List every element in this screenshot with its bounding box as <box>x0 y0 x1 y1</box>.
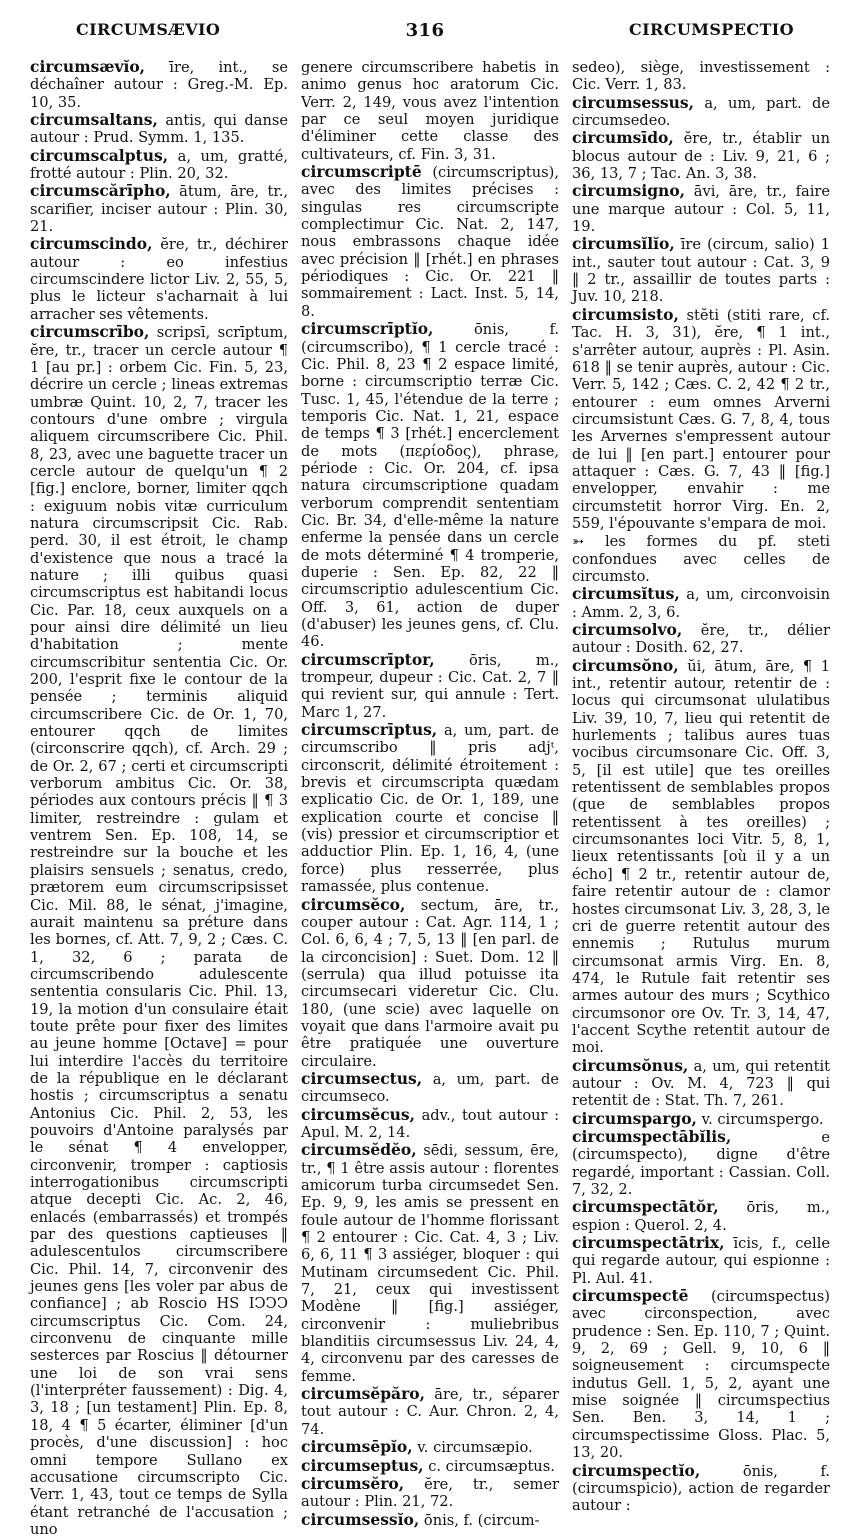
entry-headword: circumsĭlĭo, <box>572 234 675 254</box>
entry-text: ōris, m., espion : Querol. 2, 4. <box>572 1199 830 1234</box>
entry-text: īcis, f., celle qui regarde autour, qui espionne : Pl. Aul. 41. <box>572 1235 830 1287</box>
dictionary-entry <box>301 1438 559 1456</box>
entry-text: a, um, gratté, frotté autour : Plin. 20, 32. <box>30 147 288 183</box>
entry-headword: circumsævĭo, <box>30 57 146 76</box>
dictionary-entry <box>572 1128 830 1198</box>
entry-text: sedeo), siège, investissement : Cic. Verr. 1, 83. <box>572 59 830 94</box>
dictionary-entry <box>572 306 830 532</box>
entry-text: antis, qui danse autour : Prud. Symm. 1, 135. <box>30 112 288 147</box>
entry-text: scripsī, scrīptum, ĕre, tr., tracer un cercle autour ¶ 1 [au pr.] : orbem Cic. Fin. 5, 23, décrire un cercle ; lineas extremas umbræ Quint. 10, 2, 7, tracer les contours d'une ombre ; virgula aliquem circumscribere Cic. Phil. 8, 23, avec une baguette tracer un cercle autour de quelqu'un ¶ 2 [fig.] enclore, borner, limiter qqch : exiguum nobis vitæ curriculum natura circumscripsit Cic. Rab. perd. 30, il est étroit, le champ d'existence que nous a tracé la nature ; illi quibus quasi circumscriptus est habitandi locus Cic. Par. 18, ceux auxquels on a pour ainsi dire délimité un lieu d'habitation ; mente circumscribitur sententia Cic. Or. 200, l'esprit fixe le contour de la pensée ; terminis aliquid circumscribere Cic. de Or. 1, 70, entourer qqch de limites (circonscrire qqch), cf. Arch. 29 ; de Or. 2, 67 ; certi et circumscripti verborum ambitus Cic. Or. 38, périodes aux contours précis ‖ ¶ 3 limiter, restreindre : gulam et ventrem Sen. Ep. 108, 14, se restreindre sur la bouche et les plaisirs sensuels ; senatus, credo, prætorem eum circumscripsisset Cic. Mil. 88, le sénat, j'imagine, aurait maintenu sa préture dans les bornes, cf. Att. 7, 9, 2 ; Cæs. C. 1, 32, 6 ; parata de circumscribendo adulescente sententia consularis Cic. Phil. 13, 19, la motion d'un consulaire était toute prête pour fixer des limites au jeune homme [Octave] = pour lui interdire l'accès du territoire de la république en le déclarant hostis ; circumscriptus a senatu Antonius Cic. Phil. 2, 53, les pouvoirs d'Antoine paralysés par le sénat ¶ 4 envelopper, circonvenir, tromper : captiosis interrogationibus circumscripti atque decepti Cic. Ac. 2, 46, enlacés (embarrassés) et trompés par des questions captieuses ‖ adulescentulos circumscribere Cic. Phil. 14, 7, circonvenir des jeunes gens [les voler par abus de confiance] ; ab Roscio HS IↃↃↃ circumscriptus Cic. Com. 24, circonvenu de cinquante mille sesterces par Roscius ‖ détourner une loi de son vrai sens (l'interpréter faussement) : Dig. 4, 3, 18 ; [un testament] Plin. Ep. 8, 18, 4 ¶ 5 écarter, éliminer [d'un procès, d'une discussion] : hoc omni tempore Sullano ex accusatione circumscripto Cic. Verr. 1, 43, tout ce temps de Sylla étant retranché de l'accusation ; uno <box>30 324 288 1538</box>
dictionary-entry <box>30 58 288 111</box>
dictionary-entry <box>301 320 559 651</box>
entry-text: ➳ les formes du pf. steti confondues avec celles de circumsto. <box>572 533 830 585</box>
entry-headword: circumsessĭo, <box>301 1509 420 1529</box>
entry-headword: circumspectē <box>572 1286 689 1306</box>
entry-headword: circumspectātŏr, <box>572 1197 719 1217</box>
entry-text: a, um, qui retentit autour : Ov. M. 4, 723 ‖ qui retentit de : Stat. Th. 7, 261. <box>572 1057 830 1110</box>
entry-headword: circumsisto, <box>572 304 679 324</box>
entry-headword: circumsessus, <box>572 92 695 112</box>
entry-headword: circumsigno, <box>572 181 686 201</box>
dictionary-columns <box>30 57 830 1538</box>
entry-text: ōnis, f. (circumspicio), action de regarder autour : <box>572 1462 830 1515</box>
entry-headword: circumsŏnus, <box>572 1055 689 1075</box>
entry-headword: circumscărīpho, <box>30 181 171 201</box>
dictionary-entry <box>301 163 559 320</box>
dictionary-entry <box>572 94 830 130</box>
entry-headword: circumscriptē <box>301 162 422 182</box>
entry-headword: circumsĕco, <box>301 894 406 914</box>
dictionary-entry <box>301 896 559 1070</box>
entry-headword: circumsolvo, <box>572 620 683 639</box>
entry-headword: circumscrīptĭo, <box>301 319 434 339</box>
dictionary-entry <box>301 1511 559 1529</box>
dictionary-entry <box>572 585 830 621</box>
dictionary-entry <box>301 651 559 721</box>
dictionary-entry <box>30 235 288 323</box>
dictionary-entry <box>572 532 830 585</box>
entry-headword: circumspectābĭlis, <box>572 1126 732 1146</box>
entry-text: ĕre, tr., délier autour : Dosith. 62, 27. <box>572 622 830 657</box>
dictionary-entry <box>301 1141 559 1385</box>
entry-headword: circumsĕdĕo, <box>301 1140 417 1160</box>
entry-text: ŭi, ātum, āre, ¶ 1 int., retentir autour, retentir de : locus qui circumsonat ululatibus Liv. 39, 10, 7, lieu qui retentit de hurlements ; talibus aures tuas vocibus circumsonare Cic. Off. 3, 5, [il est utile] que tes oreilles retentissent de semblables propos (que de semblables propos retentissent à tes oreilles) ; circumsonantes loci Vitr. 5, 8, 1, lieux retentissants [où il y a un écho] ¶ 2 tr., retentir autour de, faire retentir autour de : clamor hostes circumsonat Liv. 3, 28, 3, le cri de guerre retentit autour des ennemis ; Rutulus murum circumsonat armis Virg. En. 8, 474, le Rutule fait retentir ses armes autour des murs ; Scythico circumsonor ore Ov. Tr. 3, 14, 47, l'accent Scythe retentit autour de moi. <box>572 657 830 1057</box>
entry-text: genere circumscribere habetis in animo genus hoc aratorum Cic. Verr. 2, 149, vous avez l'intention par ce seul moyen juridique d'éliminer cette classe des cultivateurs, cf. Fin. 3, 31. <box>301 59 559 163</box>
entry-headword: circumsĕpăro, <box>301 1384 425 1404</box>
entry-text: (circumscriptus), avec des limites précises : singulas res circumscripte complectimur Cic. Nat. 2, 147, nous embrassons chaque idée avec précision ‖ [rhét.] en phrases périodiques : Cic. Or. 221 ‖ sommairement : Lact. Inst. 5, 14, 8. <box>301 164 559 320</box>
entry-text: ōris, m., trompeur, dupeur : Cic. Cat. 2, 7 ‖ qui revient sur, qui annule : Tert. Marc 1, 27. <box>301 651 559 721</box>
dictionary-entry <box>572 1287 830 1461</box>
entry-headword: circumspectĭo, <box>572 1460 701 1480</box>
entry-text: e (circumspecto), digne d'être regardé, important : Cassian. Coll. 7, 32, 2. <box>572 1128 830 1198</box>
column-2 <box>301 58 559 1529</box>
page-number: 316 <box>405 20 445 41</box>
dictionary-entry <box>572 182 830 235</box>
entry-headword: circumspargo, <box>572 1108 697 1128</box>
dictionary-entry <box>572 235 830 305</box>
entry-text: ātum, āre, tr., scarifier, inciser autour : Plin. 30, 21. <box>30 183 288 236</box>
entry-headword: circumscrībo, <box>30 322 150 342</box>
entry-text: stĕti (stiti rare, cf. Tac. H. 3, 31), ĕre, ¶ 1 int., s'arrêter autour, auprès : Pl. Asin. 618 ‖ se tenir auprès, autour : Cic. Verr. 5, 142 ; Cæs. C. 2, 42 ¶ 2 tr., entourer : eum omnes Arverni circumsistunt Cæs. G. 7, 8, 4, tous les Arvernes s'empressent autour de lui ‖ [en part.] entourer pour attaquer : Cæs. G. 7, 43 ‖ [fig.] envelopper, envahir : me circumstetit horror Virg. En. 2, 559, l'épouvante s'empara de moi. <box>572 306 830 532</box>
header-right-headword: CIRCUMSPECTIO <box>629 20 794 39</box>
dictionary-entry <box>301 721 559 895</box>
entry-text: īre (circum, salio) 1 int., sauter tout autour : Cat. 3, 9 ‖ 2 tr., assaillir de toutes parts : Juv. 10, 218. <box>572 236 830 306</box>
entry-text: adv., tout autour : Apul. M. 2, 14. <box>301 1106 559 1141</box>
entry-text: sectum, āre, tr., couper autour : Cat. Agr. 114, 1 ; Col. 6, 6, 4 ; 7, 5, 13 ‖ [en parl. de la circoncision] : Suet. Dom. 12 ‖ (serrula) qua illud potuisse ita circumsecari videretur Cic. Clu. 180, (une scie) avec laquelle on voyait que dans l'armoire avait pu être pratiquée une ouverture circulaire. <box>301 896 559 1070</box>
entry-text: v. circumspergo. <box>696 1110 824 1128</box>
entry-text: (circumspectus) avec circonspection, avec prudence : Sen. Ep. 110, 7 ; Quint. 9, 2, 69 ; Gell. 9, 10, 6 ‖ soigneusement : circumspecte indutus Gell. 1, 5, 2, ayant une mise soignée ‖ circumspectius Sen. Ben. 3, 14, 1 ; circumspectissime Gloss. Plac. 5, 13, 20. <box>572 1288 830 1462</box>
header-left-headword: CIRCUMSÆVIO <box>76 20 221 39</box>
entry-text: a, um, circonvoisin : Amm. 2, 3, 6. <box>572 586 830 621</box>
entry-text: ōnis, f. (circum- <box>419 1511 540 1529</box>
dictionary-entry <box>572 58 830 94</box>
entry-headword: circumsīdo, <box>572 128 674 148</box>
entry-headword: circumsēpĭo, <box>301 1437 413 1457</box>
entry-text: c. circumsæptus. <box>423 1457 555 1475</box>
dictionary-entry <box>30 323 288 1538</box>
dictionary-entry <box>30 147 288 183</box>
entry-headword: circumscrīptor, <box>301 649 435 669</box>
dictionary-entry <box>301 1070 559 1106</box>
dictionary-entry <box>30 182 288 235</box>
entry-headword: circumsaltans, <box>30 110 158 130</box>
entry-text: a, um, part. de circumseco. <box>301 1070 559 1106</box>
dictionary-entry <box>572 621 830 657</box>
entry-text: a, um, part. de circumsedeo. <box>572 94 830 130</box>
entry-text: v. circumsæpio. <box>412 1439 533 1457</box>
entry-text: ōnis, f. (circumscribo), ¶ 1 cercle tracé : Cic. Phil. 8, 23 ¶ 2 espace limité, borne : circumscriptio terræ Cic. Tusc. 1, 45, l'étendue de la terre ; temporis Cic. Nat. 1, 21, espace de temps ¶ 3 [rhét.] encerclement de mots (περίοδος), phrase, période : Cic. Or. 204, cf. ipsa natura circumscriptione quadam verborum comprendit sententiam Cic. Br. 34, d'elle-même la nature enferme la pensée dans un cercle de mots déterminé ¶ 4 tromperie, duperie : Sen. Ep. 82, 22 ‖ circumscriptio adulescentium Cic. Off. 3, 61, action de duper (d'abuser) les jeunes gens, cf. Clu. 46. <box>301 321 559 651</box>
entry-text: ĕre, tr., établir un blocus autour de : Liv. 9, 21, 6 ; 36, 13, 7 ; Tac. An. 3, 38. <box>572 130 830 183</box>
entry-headword: circumsŏno, <box>572 655 679 675</box>
entry-text: ĕre, tr., semer autour : Plin. 21, 72. <box>301 1475 559 1511</box>
dictionary-entry <box>301 1106 559 1142</box>
dictionary-entry <box>301 58 559 163</box>
entry-headword: circumscalptus, <box>30 145 169 165</box>
entry-text: āvi, āre, tr., faire une marque autour : Col. 5, 11, 19. <box>572 183 830 236</box>
column-1 <box>30 57 288 1538</box>
entry-headword: circumsectus, <box>301 1068 423 1088</box>
column-3 <box>572 58 830 1515</box>
dictionary-entry <box>572 1110 830 1128</box>
dictionary-entry <box>572 1462 830 1515</box>
dictionary-entry <box>30 111 288 147</box>
dictionary-entry <box>572 1057 830 1110</box>
entry-text: sēdi, sessum, ēre, tr., ¶ 1 être assis autour : florentes amicorum turba circumsedet Sen. Ep. 9, 9, les amis se pressent en foule autour de l'homme florissant ¶ 2 entourer : Cic. Cat. 4, 3 ; Liv. 6, 6, 11 ¶ 3 assiéger, bloquer : qui Mutinam circumsedent Cic. Phil. 7, 21, ceux qui investissent Modène ‖ [fig.] assiéger, circonvenir : muliebribus blanditiis circumsessus Liv. 24, 4, 4, circonvenu par des caresses de femme. <box>301 1142 559 1385</box>
entry-headword: circumscindo, <box>30 234 153 254</box>
dictionary-entry <box>572 1198 830 1234</box>
entry-text: ĕre, tr., déchirer autour : eo infestius circumscindere lictor Liv. 2, 55, 5, plus le licteur s'acharnait à lui arracher ses vêtements. <box>30 236 288 323</box>
entry-text: a, um, part. de circumscribo ‖ pris adjᵗ, circonscrit, délimité étroitement : brevis et circumscripta quædam explicatio Cic. de Or. 1, 189, une explication courte et concise ‖ (vis) pressior et circumscriptior et adductior Plin. Ep. 1, 16, 4, (une force) plus resserrée, plus ramassée, plus contenue. <box>301 722 559 896</box>
entry-headword: circumscrīptus, <box>301 720 438 740</box>
dictionary-entry <box>301 1457 559 1475</box>
dictionary-entry <box>572 657 830 1057</box>
entry-headword: circumspectātrix, <box>572 1233 725 1253</box>
running-header <box>32 20 818 50</box>
dictionary-entry <box>301 1475 559 1511</box>
entry-headword: circumsĕro, <box>301 1473 405 1493</box>
dictionary-entry <box>572 129 830 182</box>
dictionary-entry <box>572 1234 830 1287</box>
entry-headword: circumsĭtus, <box>572 584 680 604</box>
entry-headword: circumseptus, <box>301 1455 424 1475</box>
entry-text: āre, tr., séparer tout autour : C. Aur. Chron. 2, 4, 74. <box>301 1386 559 1438</box>
dictionary-entry <box>301 1385 559 1438</box>
entry-text: īre, int., se déchaîner autour : Greg.-M. Ep. 10, 35. <box>30 59 288 111</box>
entry-headword: circumsĕcus, <box>301 1104 416 1124</box>
